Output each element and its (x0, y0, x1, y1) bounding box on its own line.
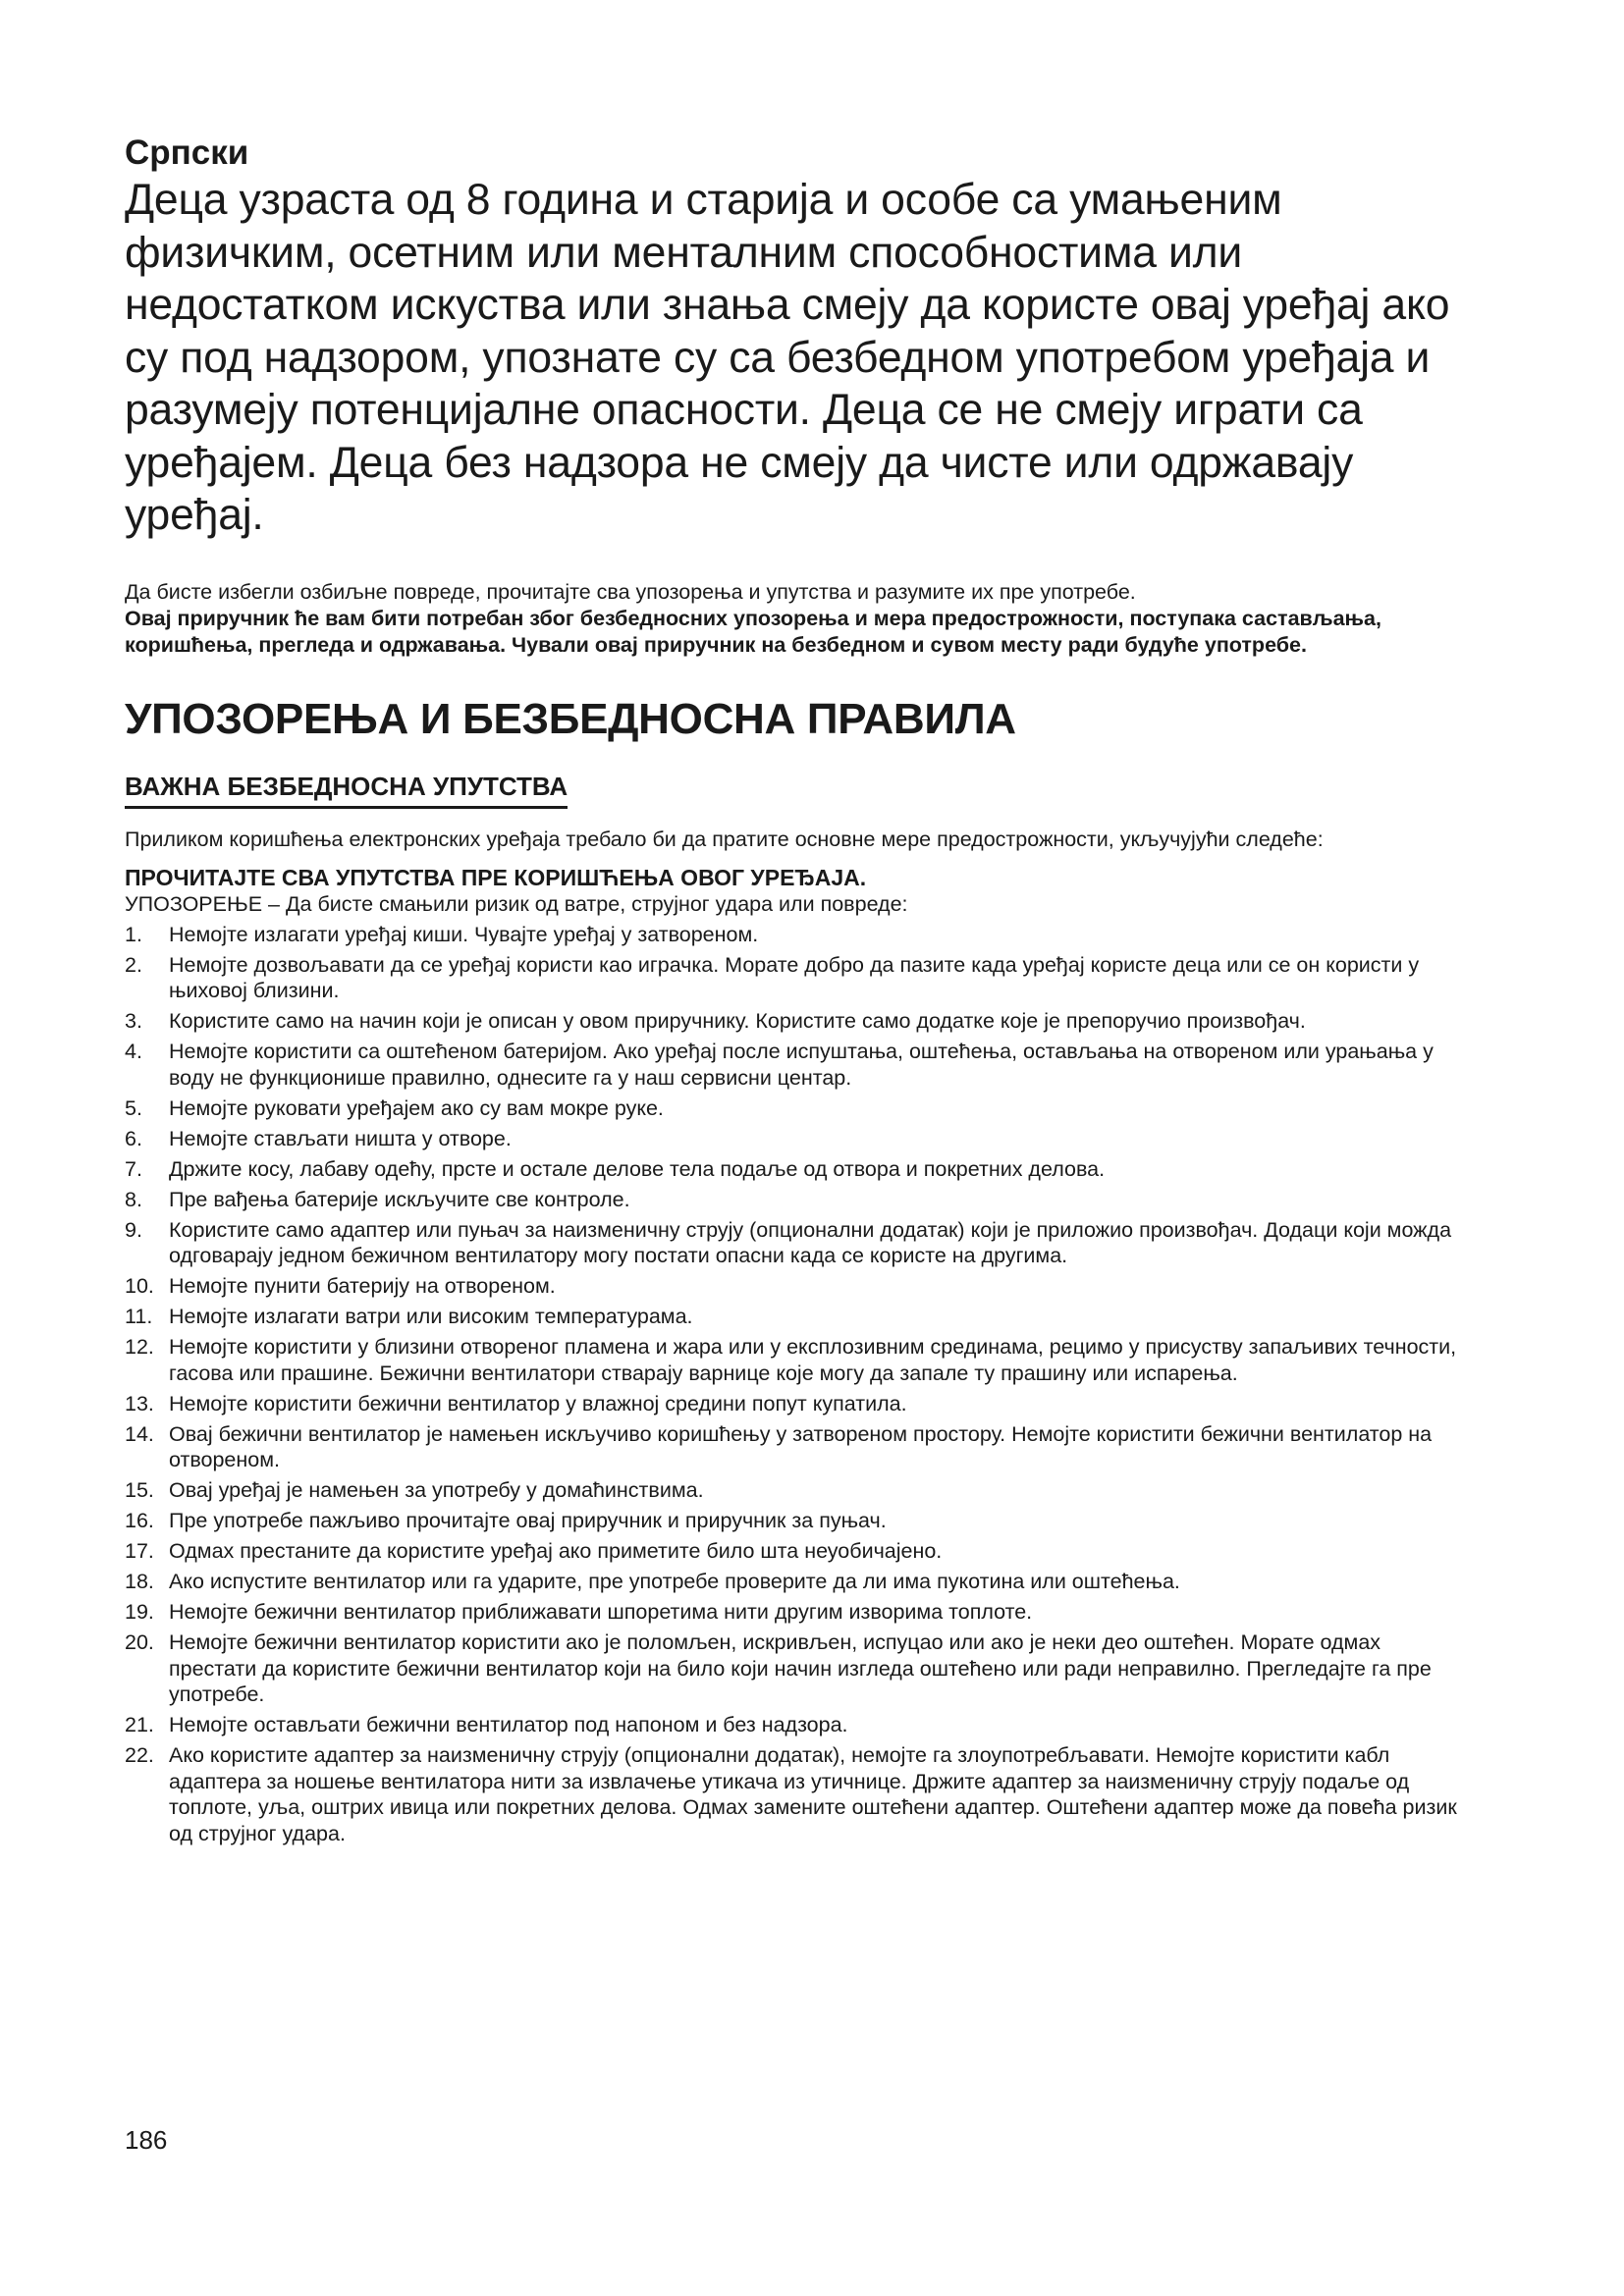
section-heading: УПОЗОРЕЊА И БЕЗБЕДНОСНА ПРАВИЛА (125, 694, 1016, 743)
intro-safety-note (125, 579, 1460, 659)
safety-rule-text: Немојте бежични вентилатор приближавати шпоретима нити другим изворима топлоте. (169, 1600, 1033, 1624)
safety-rule-item (125, 1421, 1460, 1473)
intro-safety-note-regular: Да бисте избегли озбиљне повреде, прочитајте сва упозорења и упутства и разумите их пре употребе. (125, 579, 1136, 604)
safety-rule-text: Ако испустите вентилатор или га ударите, пре употребе проверите да ли има пукотина или оштећења. (169, 1570, 1180, 1593)
safety-rule-text: Овај бежични вентилатор је намењен искључиво коришћењу у затвореном простору. Немојте користити бежични вентилатор на отвореном. (169, 1421, 1433, 1471)
manual-page (125, 133, 1460, 1851)
safety-rule-number: 2. (125, 952, 142, 977)
safety-rule-item (125, 1039, 1460, 1091)
safety-rule-number: 17. (125, 1539, 154, 1563)
safety-rule-item (125, 1187, 1460, 1213)
safety-rule-text: Пре употребе пажљиво прочитајте овај приручник и приручник за пуњач. (169, 1509, 887, 1532)
safety-rule-number: 12. (125, 1335, 154, 1359)
safety-rule-number: 14. (125, 1421, 154, 1446)
safety-rule-number: 8. (125, 1187, 142, 1211)
safety-rule-text: Одмах престаните да користите уређај ако приметите било шта неуобичајено. (169, 1539, 943, 1563)
safety-rule-text: Користите само адаптер или пуњач за наизменичну струју (опционални додатак) који је приложио произвођач. Додаци који можда одговарају једном бежичном вентилатору могу постати опасни када се користе на другима. (169, 1217, 1452, 1267)
safety-rule-item (125, 1391, 1460, 1417)
safety-rule-item (125, 1742, 1460, 1846)
safety-rule-number: 1. (125, 922, 142, 946)
safety-rule-number: 21. (125, 1713, 154, 1736)
page-number: 186 (125, 2125, 168, 2155)
safety-rules-list (125, 922, 1460, 1847)
safety-rule-item (125, 1538, 1460, 1565)
safety-rule-number: 18. (125, 1570, 154, 1593)
safety-rule-number: 16. (125, 1509, 154, 1532)
safety-rule-item (125, 1304, 1460, 1330)
safety-rule-text: Ако користите адаптер за наизменичну струју (опционални додатак), немојте га злоупотребљавати. Немојте користити кабл адаптера за ношење вентилатора нити за извлачење утикача из утичнице. Држите адаптер за наизменичну струју подаље од топлоте, уља, оштрих ивица или покретних делова. Одмах замените оштећени адаптер. Оштећени адаптер може да повећа ризик од струјног удара. (169, 1743, 1457, 1845)
safety-rule-item (125, 1477, 1460, 1504)
safety-rule-number: 11. (125, 1305, 153, 1328)
safety-rule-text: Немојте користити у близини отвореног пламена и жара или у експлозивним срединама, рецимо у присуству запаљивих течности, гасова или прашине. Бежични вентилатори стварају варнице које могу да запале ту прашину или испарења. (169, 1335, 1457, 1385)
safety-rule-item (125, 1629, 1460, 1708)
safety-rule-number: 5. (125, 1095, 142, 1120)
language-title: Српски (125, 133, 249, 172)
safety-rule-item (125, 1217, 1460, 1269)
safety-rule-number: 20. (125, 1630, 154, 1654)
safety-rule-item (125, 1156, 1460, 1183)
safety-rule-item (125, 1712, 1460, 1738)
safety-rule-text: Овај уређај је намењен за употребу у домаћинствима. (169, 1478, 704, 1502)
safety-rule-number: 3. (125, 1009, 142, 1033)
read-instructions-heading: ПРОЧИТАЈТЕ СВА УПУТСТВА ПРЕ КОРИШЋЕЊА ОВОГ УРЕЂАЈА. (125, 865, 867, 890)
safety-rule-item (125, 922, 1460, 948)
intro-safety-note-bold: Овај приручник ће вам бити потребан због безбедносних упозорења и мера предострожности, поступака састављања, коришћења, прегледа и одржавања. Чували овај приручник на безбедном и сувом месту ради будуће употребе. (125, 606, 1381, 657)
safety-rule-number: 4. (125, 1040, 142, 1063)
safety-rule-text: Немојте руковати уређајем ако су вам мокре руке. (169, 1095, 664, 1120)
safety-rule-text: Немојте користити са оштећеном батеријом. Ако уређај после испуштања, оштећења, остављања на отвореном или урањања у воду не функционише правилно, однесите га у наш сервисни центар. (169, 1040, 1434, 1090)
safety-rule-text: Немојте остављати бежични вентилатор под напоном и без надзора. (169, 1713, 848, 1736)
safety-rule-item (125, 952, 1460, 1004)
safety-rule-item (125, 1008, 1460, 1035)
safety-rule-item (125, 1334, 1460, 1386)
warning-line: УПОЗОРЕЊЕ – Да бисте смањили ризик од ватре, струјног удара или повреде: (125, 892, 908, 916)
safety-rule-text: Немојте излагати ватри или високим температурама. (169, 1305, 693, 1328)
safety-rule-text: Немојте бежични вентилатор користити ако је поломљен, искривљен, испуцао или ако је неки део оштећен. Морате одмах престати да користите бежични вентилатор који на било који начин изгледа оштећено или ради неправилно. Прегледајте га пре употребе. (169, 1630, 1432, 1706)
safety-rule-item (125, 1508, 1460, 1534)
safety-rule-number: 9. (125, 1217, 142, 1242)
safety-rule-number: 7. (125, 1156, 142, 1181)
intro-children-notice: Деца узраста од 8 година и старија и особе са умањеним физичким, осетним или менталним способностима или недостатком искуства или знања смеју да користе овај уређај ако су под надзором, упознате су са безбедном употребом уређаја и разумеју потенцијалне опасности. Деца се не смеју играти са уређајем. Деца без надзора не смеју да чисте или одржавају уређај. (125, 176, 1450, 539)
preamble-text: Приликом коришћења електронских уређаја требало би да пратите основне мере предострожности, укључујући следеће: (125, 827, 1324, 851)
safety-rule-item (125, 1569, 1460, 1595)
safety-rule-text: Немојте дозвољавати да се уређај користи као играчка. Морате добро да пазите када уређај користе деца или се он користи у њиховој близини. (169, 952, 1420, 1002)
safety-rule-item (125, 1095, 1460, 1122)
safety-rule-text: Пре вађења батерије искључите све контроле. (169, 1187, 630, 1211)
safety-rule-text: Држите косу, лабаву одећу, прсте и остале делове тела подаље од отвора и покретних делова. (169, 1156, 1106, 1181)
subsection-heading: ВАЖНА БЕЗБЕДНОСНА УПУТСТВА (125, 771, 568, 809)
safety-rule-text: Немојте излагати уређај киши. Чувајте уређај у затвореном. (169, 922, 759, 946)
safety-rule-number: 10. (125, 1274, 154, 1298)
safety-rule-number: 13. (125, 1391, 154, 1415)
safety-rule-text: Немојте пунити батерију на отвореном. (169, 1274, 556, 1298)
safety-rule-text: Користите само на начин који је описан у овом приручнику. Користите само додатке које је препоручио произвођач. (169, 1009, 1306, 1033)
safety-rule-item (125, 1273, 1460, 1300)
safety-rule-number: 19. (125, 1600, 154, 1624)
safety-rule-number: 22. (125, 1743, 154, 1767)
safety-rule-item (125, 1126, 1460, 1152)
safety-rule-number: 15. (125, 1478, 154, 1502)
safety-rule-item (125, 1599, 1460, 1626)
safety-rule-text: Немојте стављати ништа у отворе. (169, 1126, 512, 1150)
safety-rule-number: 6. (125, 1126, 142, 1150)
safety-rule-text: Немојте користити бежични вентилатор у влажној средини попут купатила. (169, 1391, 907, 1415)
